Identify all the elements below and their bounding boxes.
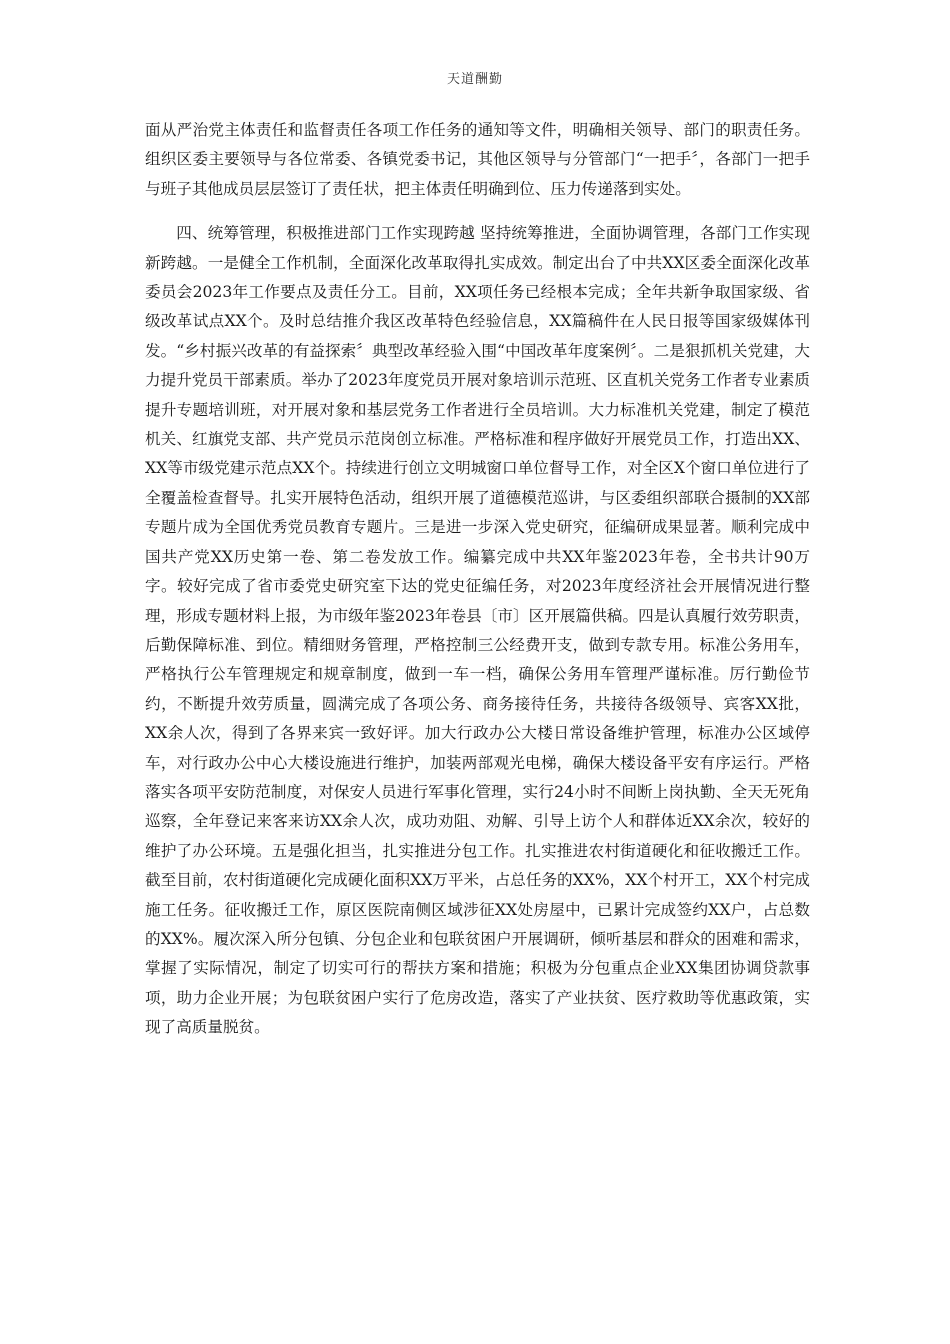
paragraph-1: 面从严治党主体责任和监督责任各项工作任务的通知等文件，明确相关领导、部门的职责任务。组织区委主要领导与各位常委、各镇党委书记，其他区领导与分管部门“一把手〞，各部门一把手与班子其他成员层层签订了责任状，把主体责任明确到位、压力传递落到实处。	[145, 121, 810, 198]
paragraph-2: 四、统筹管理，积极推进部门工作实现跨越 坚持统筹推进，全面协调管理，各部门工作实现新跨越。一是健全工作机制，全面深化改革取得扎实成效。制定出台了中共XX区委全面深化改革委员会2023年工作要点及责任分工。目前，XX项任务已经根本完成；全年共新争取国家级、省级改革试点XX个。及时总结推介我区改革特色经验信息，XX篇稿件在人民日报等国家级媒体刊发。“乡村振兴改革的有益探索〞典型改革经验入围“中国改革年度案例〞。二是狠抓机关党建，大力提升党员干部素质。举办了2023年度党员开展对象培训示范班、区直机关党务工作者专业素质提升专题培训班，对开展对象和基层党务工作者进行全员培训。大力标准机关党建，制定了模范机关、红旗党支部、共产党员示范岗创立标准。严格标准和程序做好开展党员工作，打造出XX、XX等市级党建示范点XX个。持续进行创立文明城窗口单位督导工作，对全区X个窗口单位进行了全覆盖检查督导。扎实开展特色活动，组织开展了道德模范巡讲，与区委组织部联合摄制的XX部专题片成为全国优秀党员教育专题片。三是进一步深入党史研究，征编研成果显著。顺利完成中国共产党XX历史第一卷、第二卷发放工作。编纂完成中共XX年鉴2023年卷，全书共计90万字。较好完成了省市委党史研究室下达的党史征编任务，对2023年度经济社会开展情况进行整理，形成专题材料上报，为市级年鉴2023年卷县〔市〕区开展篇供稿。四是认真履行效劳职责，后勤保障标准、到位。精细财务管理，严格控制三公经费开支，做到专款专用。标准公务用车，严格执行公车管理规定和规章制度，做到一车一档，确保公务用车管理严谨标准。厉行勤俭节约，不断提升效劳质量，圆满完成了各项公务、商务接待任务，共接待各级领导、宾客XX批，XX余人次，得到了各界来宾一致好评。加大行政办公大楼日常设备维护管理，标准办公区域停车，对行政办公中心大楼设施进行维护，加装两部观光电梯，确保大楼设备平安有序运行。严格落实各项平安防范制度，对保安人员进行军事化管理，实行24小时不间断上岗执勤、全天无死角巡察，全年登记来客来访XX余人次，成功劝阻、劝解、引导上访个人和群体近XX余次，较好的维护了办公环境。五是强化担当，扎实推进分包工作。扎实推进农村街道硬化和征收搬迁工作。截至目前，农村街道硬化完成硬化面积XX万平米，占总任务的XX%，XX个村开工，XX个村完成施工任务。征收搬迁工作，原区医院南侧区域涉征XX处房屋中，已累计完成签约XX户，占总数的XX%。履次深入所分包镇、分包企业和包联贫困户开展调研，倾听基层和群众的困难和需求，掌握了实际情况，制定了切实可行的帮扶方案和措施；积极为分包重点企业XX集团协调贷款事项，助力企业开展；为包联贫困户实行了危房改造，落实了产业扶贫、医疗救助等优惠政策，实现了高质量脱贫。	[145, 224, 811, 1037]
document-body	[145, 116, 810, 1043]
page-header: 天道酬勤	[446, 72, 503, 87]
